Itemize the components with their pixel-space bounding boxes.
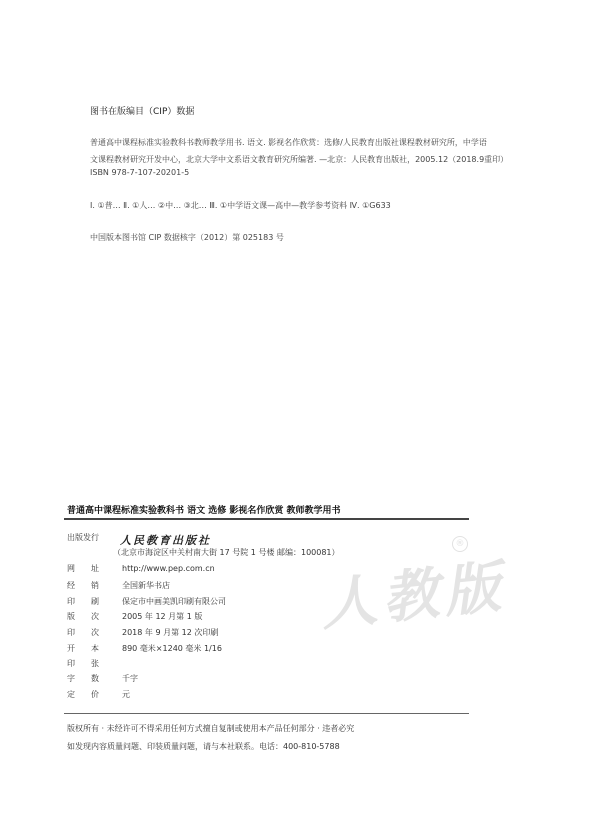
colophon-row-label: 印 刷	[67, 597, 99, 606]
cip-classification: Ⅰ. ①普… Ⅱ. ①人… ②中… ③北… Ⅲ. ①中学语文课—高中—教学参考资料 Ⅳ. ①G633	[90, 201, 391, 210]
cip-heading: 图书在版编目（CIP）数据	[90, 107, 195, 117]
colophon-row-value: 2005 年 12 月第 1 版	[122, 612, 203, 621]
contact-notice: 如发现内容质量问题、印装质量问题，请与本社联系。电话：400-810-5788	[67, 742, 340, 751]
watermark-logo: 人教版	[317, 553, 510, 639]
colophon-row	[67, 673, 138, 684]
colophon-top-rule	[64, 518, 469, 520]
colophon-bottom-rule	[64, 713, 469, 714]
registered-mark-icon: ®	[452, 536, 468, 552]
colophon-row-label: 网 址	[67, 564, 99, 573]
colophon-row	[67, 689, 130, 700]
colophon-row	[67, 627, 218, 638]
colophon-row-label: 印 次	[67, 628, 99, 637]
colophon-row-value: 保定市中画美凯印刷有限公司	[122, 597, 226, 606]
colophon-row-value: 全国新华书店	[122, 581, 170, 590]
colophon-row	[67, 580, 170, 591]
cip-isbn: ISBN 978-7-107-20201-5	[90, 168, 190, 177]
publisher-address: （北京市海淀区中关村南大街 17 号院 1 号楼 邮编：100081）	[113, 548, 340, 557]
colophon-title: 普通高中课程标准实验教科书 语文 选修 影视名作欣赏 教师教学用书	[67, 506, 341, 516]
colophon-row-value: 元	[122, 690, 130, 699]
colophon-row	[67, 596, 226, 607]
publisher-logo: 人民教育出版社	[120, 534, 211, 547]
colophon-row-value[interactable]: http://www.pep.com.cn	[122, 564, 215, 573]
cip-description-line-1: 普通高中课程标准实验教科书教师教学用书. 语文. 影视名作欣赏：选修/人民教育出版社课程教材研究所，中学语	[90, 138, 487, 147]
colophon-row-label: 字 数	[67, 674, 99, 683]
colophon-row	[67, 563, 215, 574]
colophon-row	[67, 643, 222, 654]
colophon-row-label: 印 张	[67, 659, 99, 668]
cip-record-number: 中国版本图书馆 CIP 数据核字（2012）第 025183 号	[90, 233, 284, 242]
colophon-row-label: 定 价	[67, 690, 99, 699]
publisher-label: 出版发行	[67, 533, 99, 542]
colophon-row-label: 开 本	[67, 644, 99, 653]
copyright-notice: 版权所有 · 未经许可不得采用任何方式擅自复制或使用本产品任何部分 · 违者必究	[67, 724, 355, 733]
publisher-row	[67, 532, 122, 543]
colophon-row	[67, 658, 122, 669]
cip-description-line-2: 文课程教材研究开发中心，北京大学中文系语文教育研究所编著. —北京：人民教育出版社，2005.12（2018.9重印）	[90, 155, 509, 164]
colophon-row-value: 2018 年 9 月第 12 次印刷	[122, 628, 219, 637]
colophon-row-value: 千字	[122, 674, 138, 683]
colophon-row-label: 经 销	[67, 581, 99, 590]
colophon-row	[67, 611, 202, 622]
colophon-row-label: 版 次	[67, 612, 99, 621]
colophon-row-value: 890 毫米×1240 毫米 1/16	[122, 644, 222, 653]
